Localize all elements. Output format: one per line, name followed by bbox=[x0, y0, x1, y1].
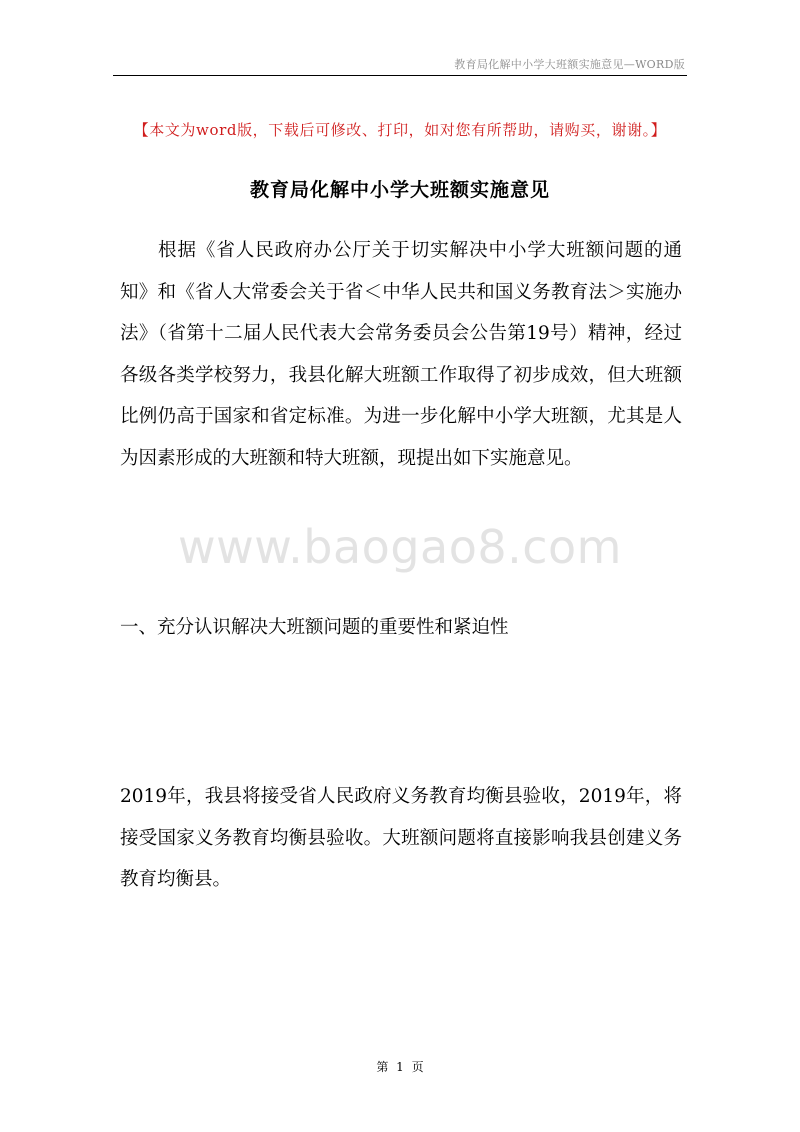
header-divider bbox=[113, 75, 687, 76]
watermark-text: www.baogao8.com bbox=[178, 520, 622, 574]
body-paragraph: 2019年，我县将接受省人民政府义务教育均衡县验收，2019年，将接受国家义务教育均衡县验收。大班额问题将直接影响我县创建义务教育均衡县。 bbox=[120, 786, 682, 890]
intro-paragraph: 根据《省人民政府办公厅关于切实解决中小学大班额问题的通知》和《省人大常委会关于省＜中华人民共和国义务教育法＞实施办法》（省第十二届人民代表大会常务委员会公告第19号）精神，经过各级各类学校努力，我县化解大班额工作取得了初步成效，但大班额比例仍高于国家和省定标准。为进一步化解中小学大班额，尤其是人为因素形成的大班额和特大班额，现提出如下实施意见。 bbox=[120, 240, 682, 469]
download-notice: 【本文为word版，下载后可修改、打印，如对您有所帮助，请购买，谢谢。】 bbox=[133, 121, 667, 139]
document-title: 教育局化解中小学大班额实施意见 bbox=[249, 179, 550, 201]
running-header: 教育局化解中小学大班额实施意见—WORD版 bbox=[454, 58, 685, 71]
section-heading: 一、充分认识解决大班额问题的重要性和紧迫性 bbox=[120, 617, 509, 638]
page-number: 第 1 页 bbox=[376, 1060, 424, 1074]
